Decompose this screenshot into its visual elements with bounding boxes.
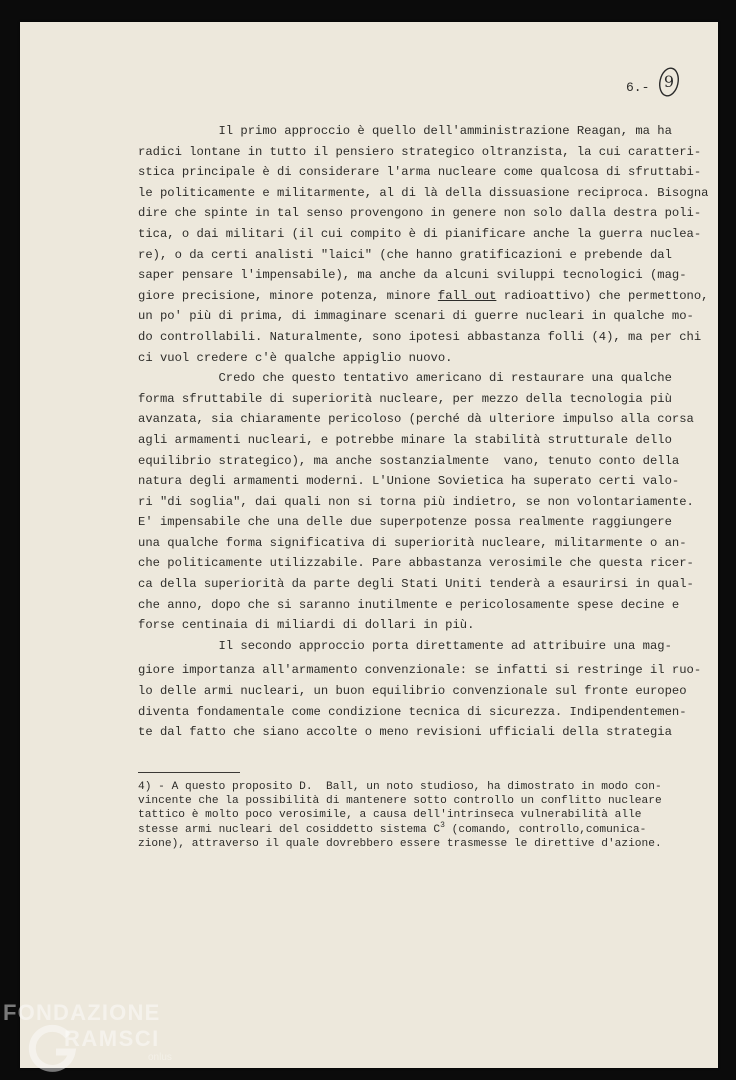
body-line: radici lontane in tutto il pensiero strategico oltranzista, la cui caratteri- xyxy=(138,144,702,159)
body-line: re), o da certi analisti "laici" (che hanno gratificazioni e prebende dal xyxy=(138,247,672,262)
underlined-term: fall out xyxy=(437,288,497,303)
footnote-line: tattico è molto poco verosimile, a causa dell'intrinseca vulnerabilità alle xyxy=(138,809,642,822)
body-line: equilibrio strategico), ma anche sostanzialmente vano, tenuto conto della xyxy=(138,453,680,468)
body-line-start: giore precisione, minore potenza, minore xyxy=(138,288,438,303)
body-line: E' impensabile che una delle due superpotenze possa realmente raggiungere xyxy=(138,515,672,530)
footnote-superscript: 3 xyxy=(440,820,445,830)
body-line: che politicamente utilizzabile. Pare abbastanza verosimile che questa ricer- xyxy=(138,556,694,571)
body-line: le politicamente e militarmente, al di là della dissuasione reciproca. Bisogna xyxy=(138,185,709,200)
fondazione-gramsci-watermark xyxy=(0,996,190,1080)
footnote-line xyxy=(138,820,708,837)
page-number: 6.- xyxy=(626,80,650,95)
body-line: ci vuol credere c'è qualche appiglio nuovo. xyxy=(138,350,453,365)
footnote-line: zione), attraverso il quale dovrebbero essere trasmesse le direttive d'azione. xyxy=(138,837,662,850)
body-line: agli armamenti nucleari, e potrebbe minare la stabilità strutturale dello xyxy=(138,432,672,447)
footnote-line: 4) - A questo proposito D. Ball, un noto studioso, ha dimostrato in modo con- xyxy=(138,781,662,793)
body-line: Il primo approccio è quello dell'amministrazione Reagan, ma ha xyxy=(138,124,672,138)
body-line: natura degli armamenti moderni. L'Unione Sovietica ha superato certi valo- xyxy=(138,474,680,489)
footnote-line: vincente che la possibilità di mantenere sotto controllo un conflitto nucleare xyxy=(138,795,662,808)
footnote-separator xyxy=(138,772,240,773)
footnote-line-end: (comando, controllo,comunica- xyxy=(444,823,647,836)
body-line: forma sfruttabile di superiorità nucleare, per mezzo della tecnologia più xyxy=(138,391,672,406)
body-line: tica, o dai militari (il cui compito è di pianificare anche la guerra nuclea- xyxy=(138,226,702,241)
body-line: te dal fatto che siano accolte o meno revisioni ufficiali della strategia xyxy=(138,725,672,740)
document-page xyxy=(20,22,718,1068)
body-line-end: radioattivo) che permettono, xyxy=(496,288,709,303)
body-line: forse centinaia di miliardi di dollari in più. xyxy=(138,618,475,633)
archive-number-mark xyxy=(658,66,680,98)
body-line: Il secondo approccio porta direttamente ad attribuire una mag- xyxy=(138,638,672,653)
footnote xyxy=(138,780,708,851)
body-line: un po' più di prima, di immaginare scenari di guerre nucleari in qualche mo- xyxy=(138,309,694,324)
body-line: ri "di soglia", dai quali non si torna più indietro, se non volontariamente. xyxy=(138,494,694,509)
body-line: diventa fondamentale come condizione tecnica di sicurezza. Indipendentemen- xyxy=(138,704,687,719)
body-line: dire che spinte in tal senso provengono in genere non solo dalla destra poli- xyxy=(138,206,702,221)
watermark-line-1: FONDAZIONE xyxy=(3,1000,161,1025)
body-line: una qualche forma significativa di superiorità nucleare, militarmente o an- xyxy=(138,535,687,550)
body-line: saper pensare l'impensabile), ma anche da alcuni sviluppi tecnologici (mag- xyxy=(138,268,687,283)
body-line: giore importanza all'armamento convenzionale: se infatti si restringe il ruo- xyxy=(138,663,702,678)
body-line: avanzata, sia chiaramente pericoloso (perché dà ulteriore impulso alla corsa xyxy=(138,412,694,427)
body-line: che anno, dopo che si saranno inutilmente e pericolosamente spese decine e xyxy=(138,597,680,612)
body-line xyxy=(138,286,709,307)
body-line: do controllabili. Naturalmente, sono ipotesi abbastanza folli (4), ma per chi xyxy=(138,329,702,344)
body-line: Credo che questo tentativo americano di restaurare una qualche xyxy=(138,371,672,386)
svg-text:9: 9 xyxy=(663,72,675,91)
watermark-line-2: RAMSCI xyxy=(64,1026,160,1051)
body-text xyxy=(138,121,709,743)
body-line: stica principale è di considerare l'arma nucleare come qualcosa di sfruttabi- xyxy=(138,165,702,180)
body-line: lo delle armi nucleari, un buon equilibrio convenzionale sul fronte europeo xyxy=(138,684,687,699)
body-line: ca della superiorità da parte degli Stati Uniti tenderà a esaurirsi in qual- xyxy=(138,577,694,592)
footnote-line-start: stesse armi nucleari del cosiddetto sistema C xyxy=(138,823,441,836)
watermark-suffix: onlus xyxy=(148,1052,172,1063)
